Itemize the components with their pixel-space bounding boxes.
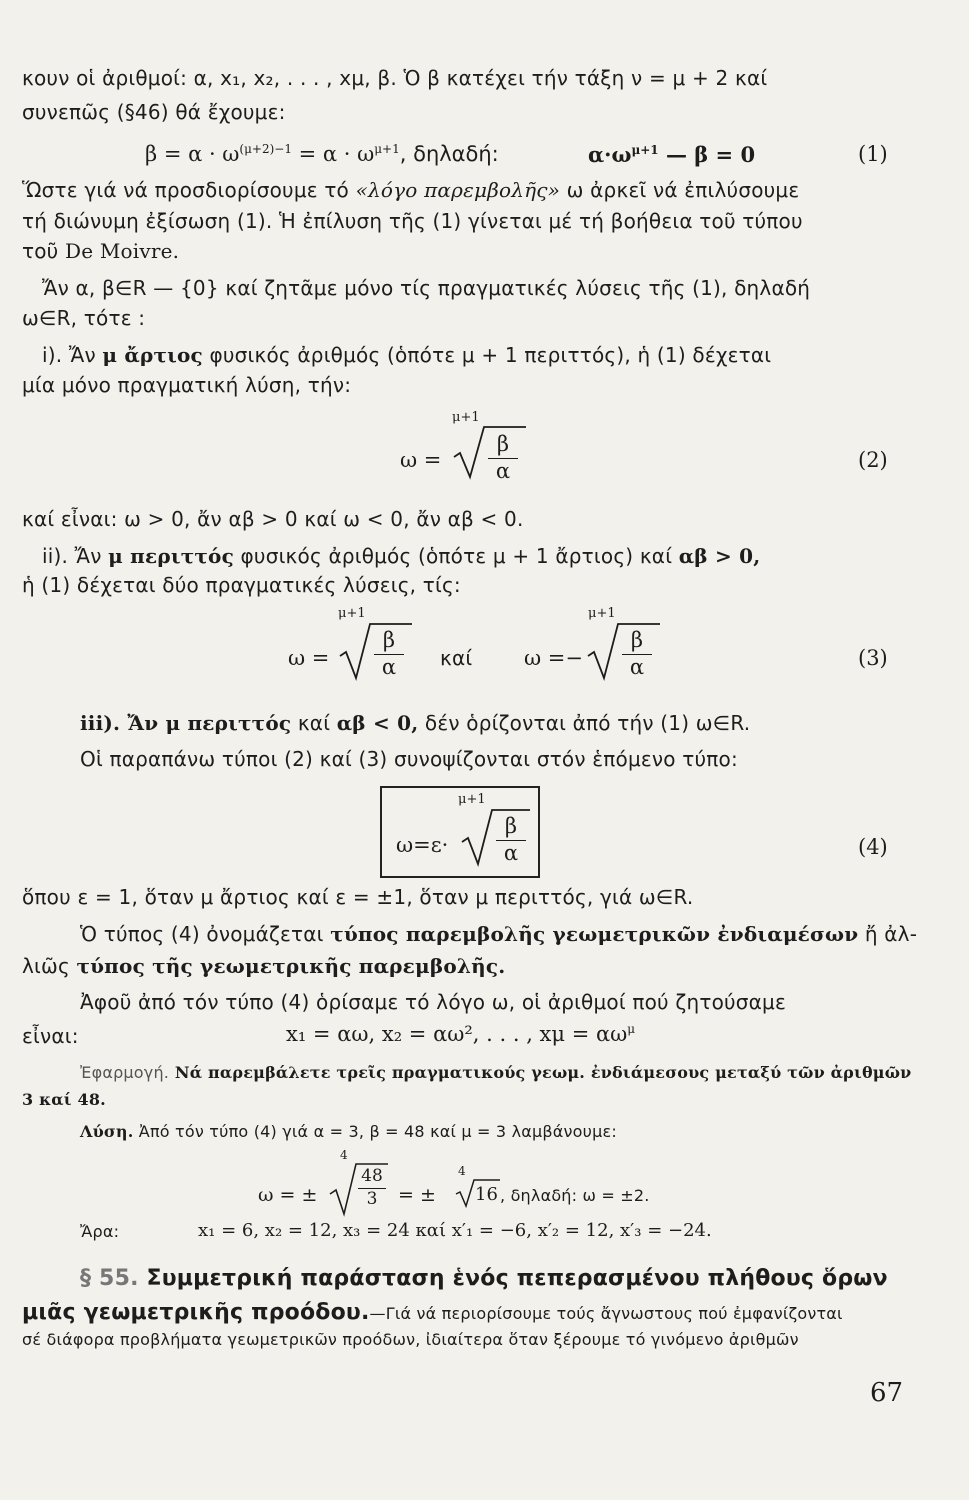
numerator: β [504, 814, 518, 838]
text-line: Οἱ παραπάνω τύποι (2) καί (3) συνοψίζονται στόν ἑπόμενο τύπο: [80, 747, 738, 771]
eq5-root-index: 4 [458, 1164, 466, 1178]
text-span: καί [291, 711, 337, 735]
text-line: εἶναι: [22, 1024, 79, 1048]
text-line [22, 1300, 843, 1325]
eq5-lhs: ω = ± [258, 1184, 318, 1206]
text-line [80, 711, 750, 735]
bold-phrase: αβ > 0, [678, 544, 761, 568]
text-span: Ὁ τύπος (4) ὀνομάζεται [80, 922, 331, 946]
text-line: , δηλαδή: ω = ±2. [500, 1186, 650, 1205]
text-span: ii). Ἄν [42, 544, 109, 568]
eq2-root-index: μ+1 [452, 410, 480, 425]
bold-phrase: μ περιττός [108, 544, 234, 568]
denominator: 3 [358, 1188, 386, 1209]
solution-label: Λύση. [80, 1122, 134, 1141]
text-span: Ἀπό τόν τύπο (4) γιά α = 3, β = 48 καί μ = 3 λαμβάνουμε: [133, 1122, 617, 1141]
formula-span: x₁ = αω, x₂ = αω², . . . , xμ = αω [286, 1022, 628, 1046]
text-line: σέ διάφορα προβλήματα γεωμετρικῶν προόδων, ἰδιαίτερα ὅταν ξέρουμε τό γινόμενο ἀριθμῶν [22, 1330, 799, 1349]
text-span: i). Ἄν [42, 343, 103, 367]
exponent: μ [627, 1022, 636, 1036]
equation-1-right [588, 142, 755, 167]
eq1-text: , δηλαδή: [399, 142, 499, 166]
bold-phrase: μ ἄρτιος [102, 343, 203, 367]
eq3-fraction [374, 628, 404, 679]
text-line [42, 544, 760, 568]
text-line: μία μόνο πραγματική λύση, τήν: [22, 373, 352, 397]
numerator: β [496, 432, 510, 456]
eq3-root-index: μ+1 [588, 606, 616, 621]
text-line [42, 343, 771, 367]
application-text: Νά παρεμβάλετε τρεῖς πραγματικούς γεωμ. ἐνδιάμεσους μεταξύ τῶν ἀριθμῶν [169, 1063, 912, 1082]
bold-phrase: μ περιττός [165, 711, 292, 735]
section-heading [80, 1266, 888, 1291]
text-line: ω∈R, τότε : [22, 306, 146, 330]
numerator: 48 [361, 1166, 383, 1186]
eq3-conjunction: καί [440, 646, 473, 670]
eq1-right-part: α·ω [588, 142, 632, 167]
text-line: ἡ (1) δέχεται δύο πραγματικές λύσεις, τίς: [22, 573, 461, 597]
equation-1 [145, 142, 499, 166]
italic-phrase: «λόγο παρεμβολῆς» [355, 178, 561, 202]
bold-phrase: αβ < 0, [336, 711, 419, 735]
name-span: De Moivre. [65, 239, 180, 263]
application-line [80, 1063, 911, 1082]
eq5-middle: = ± [398, 1184, 436, 1206]
eq1-right-exponent: μ+1 [631, 143, 659, 157]
denominator: α [622, 654, 652, 679]
text-line [22, 239, 179, 263]
text-line: καί εἶναι: ω > 0, ἄν αβ > 0 καί ω < 0, ἄν αβ < 0. [22, 507, 524, 531]
text-span: —Γιά νά περιορίσουμε τούς ἄγνωστους πού ἐμφανίζονται [369, 1304, 843, 1323]
text-line: τή διώνυμη ἐξίσωση (1). Ἡ ἐπίλυση τῆς (1) γίνεται μέ τή βοήθεια τοῦ τύπου [22, 209, 803, 233]
eq3-lhs: ω = [288, 646, 330, 670]
section-number: § 55. [80, 1266, 139, 1291]
numerator: β [630, 628, 644, 652]
section-title: μιᾶς γεωμετρικῆς προόδου. [22, 1300, 370, 1325]
text-span: φυσικός ἀριθμός (ὁπότε μ + 1 περιττός), ἡ (1) δέχεται [202, 343, 772, 367]
text-line [22, 178, 799, 202]
text-line: 3 καί 48. [22, 1090, 106, 1109]
text-line [80, 922, 917, 946]
text-span: λιῶς [22, 954, 77, 978]
text-span: Ὥστε γιά νά προσδιορίσουμε τό [22, 178, 356, 202]
eq1-middle: = α · ω [291, 142, 375, 166]
text-span: iii). Ἄν [80, 711, 166, 735]
numerator: β [382, 628, 396, 652]
text-span: φυσικός ἀριθμός (ὁπότε μ + 1 ἄρτιος) καί [233, 544, 679, 568]
text-span: ω ἀρκεῖ νά ἐπιλύσουμε [560, 178, 800, 202]
eq1-exponent: μ+1 [374, 142, 400, 156]
denominator: α [488, 458, 518, 483]
equation-number: (4) [858, 835, 888, 859]
equation-number: (1) [858, 142, 888, 166]
text-line: κουν οἱ ἀριθμοί: α, x₁, x₂, . . . , xμ, β. Ὁ β κατέχει τήν τάξη ν = μ + 2 καί [22, 66, 768, 90]
text-line: Ἀφοῦ ἀπό τόν τύπο (4) ὁρίσαμε τό λόγο ω, οἱ ἀριθμοί πού ζητούσαμε [80, 990, 786, 1014]
bold-phrase: τύπος παρεμβολῆς γεωμετρικῶν ἐνδιαμέσων [330, 922, 859, 946]
eq3-lhs: ω =− [524, 646, 583, 670]
eq5-root-index: 4 [340, 1148, 348, 1162]
eq2-fraction [488, 432, 518, 483]
solution-line [80, 1122, 617, 1141]
text-line [22, 954, 505, 978]
eq1-exponent: (μ+2)−1 [239, 142, 292, 156]
eq5-fraction [358, 1166, 386, 1209]
eq3-fraction [622, 628, 652, 679]
denominator: α [374, 654, 404, 679]
text-line: ὅπου ε = 1, ὅταν μ ἄρτιος καί ε = ±1, ὅταν μ περιττός, γιά ω∈R. [22, 885, 694, 909]
text-line: Ἄρα: [80, 1222, 120, 1241]
eq2-lhs: ω = [400, 448, 442, 472]
sequence-formula [286, 1022, 635, 1046]
eq3-root-index: μ+1 [338, 606, 366, 621]
text-span: ἤ ἀλ- [858, 922, 918, 946]
equation-number: (3) [858, 646, 888, 670]
text-span: τοῦ [22, 239, 66, 263]
application-label: Ἐφαρμογή. [80, 1063, 170, 1082]
eq1-left: β = α · ω [145, 142, 240, 166]
page-number: 67 [870, 1378, 904, 1408]
eq4-root-index: μ+1 [458, 792, 486, 807]
eq4-lhs: ω=ε· [396, 833, 449, 857]
eq1-right-part: — β = 0 [658, 142, 756, 167]
equation-number: (2) [858, 448, 888, 472]
result-values: x₁ = 6, x₂ = 12, x₃ = 24 καί x′₁ = −6, x′₂ = 12, x′₃ = −24. [198, 1220, 712, 1241]
text-span: δέν ὁρίζονται ἀπό τήν (1) ω∈R. [418, 711, 751, 735]
denominator: α [496, 840, 526, 865]
text-line: συνεπῶς (§46) θά ἔχουμε: [22, 100, 286, 124]
eq5-radicand: 16 [475, 1184, 498, 1205]
text-line: Ἄν α, β∈R — {0} καί ζητᾶμε μόνο τίς πραγματικές λύσεις τῆς (1), δηλαδή [42, 276, 811, 300]
section-title: Συμμετρική παράσταση ἑνός πεπερασμένου πλήθους ὅρων [138, 1266, 888, 1291]
eq4-fraction [496, 814, 526, 865]
bold-phrase: τύπος τῆς γεωμετρικῆς παρεμβολῆς. [76, 954, 506, 978]
